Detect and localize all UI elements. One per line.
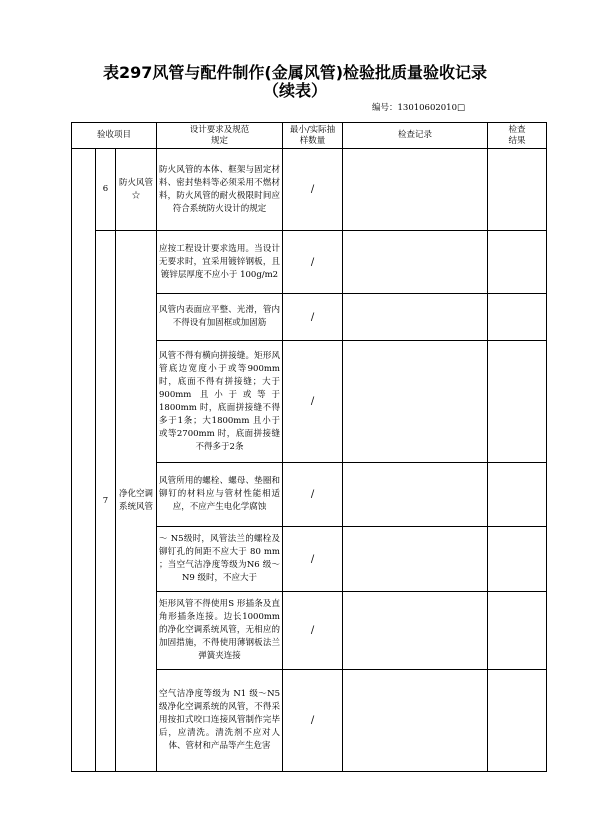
requirement-text: 风管内表面应平整、光滑，管内不得设有加固框或加固筋 bbox=[157, 294, 283, 341]
item-category: 净化空调系统风管 bbox=[116, 231, 157, 772]
check-result-cell[interactable] bbox=[488, 149, 547, 231]
item-number: 6 bbox=[96, 149, 116, 231]
sampling-value: / bbox=[283, 592, 343, 670]
requirement-text: 矩形风管不得使用S 形插条及直角形插条连接。边长1000mm 的净化空调系统风管，无相应的加固措施，不得使用薄钢板法兰弹簧夹连接 bbox=[157, 592, 283, 670]
check-result-cell[interactable] bbox=[488, 527, 547, 592]
doc-number-label: 编号： bbox=[372, 103, 398, 113]
check-result-cell[interactable] bbox=[488, 592, 547, 670]
sampling-value: / bbox=[283, 527, 343, 592]
requirement-text: 防火风管的本体、框架与固定材料、密封垫料等必须采用不燃材料，防火风管的耐火极限时间应符合系统防火设计的规定 bbox=[157, 149, 283, 231]
inspection-table bbox=[71, 122, 547, 772]
sampling-value: / bbox=[283, 149, 343, 231]
requirement-text: 风管所用的螺栓、螺母、垫圈和铆钉的材料应与管材性能相适应，不应产生电化学腐蚀 bbox=[157, 463, 283, 527]
check-record-cell[interactable] bbox=[343, 670, 488, 772]
doc-number-value: 13010602010□ bbox=[397, 103, 466, 113]
sampling-value: / bbox=[283, 341, 343, 463]
table-row bbox=[72, 149, 547, 231]
item-number: 7 bbox=[96, 231, 116, 772]
header-record: 检查记录 bbox=[343, 123, 488, 149]
check-result-cell[interactable] bbox=[488, 463, 547, 527]
header-item: 验收项目 bbox=[72, 123, 157, 149]
check-result-cell[interactable] bbox=[488, 231, 547, 294]
check-result-cell[interactable] bbox=[488, 294, 547, 341]
check-record-cell[interactable] bbox=[343, 341, 488, 463]
sampling-value: / bbox=[283, 670, 343, 772]
requirement-text: 风管不得有横向拼接缝。矩形风管底边宽度小于或等900mm 时，底面不得有拼接缝；大于900mm 且小于或等于1800mm 时，底面拼接缝不得多于1条；大1800mm 且小于或等2700mm 时，底面拼接缝不得多于2条 bbox=[157, 341, 283, 463]
outer-group-cell bbox=[72, 149, 96, 772]
requirement-text: 空气洁净度等级为 N1 级～N5级净化空调系统的风管，不得采用按扣式咬口连接风管制作完毕后，应清洗。清洗剂不应对人体、管材和产品等产生危害 bbox=[157, 670, 283, 772]
check-result-cell[interactable] bbox=[488, 670, 547, 772]
check-record-cell[interactable] bbox=[343, 463, 488, 527]
header-sampling: 最小/实际抽样数量 bbox=[283, 123, 343, 149]
check-record-cell[interactable] bbox=[343, 294, 488, 341]
item-category: 防火风管☆ bbox=[116, 149, 157, 231]
sampling-value: / bbox=[283, 463, 343, 527]
doc-number bbox=[372, 102, 465, 114]
header-row bbox=[72, 123, 547, 149]
check-record-cell[interactable] bbox=[343, 527, 488, 592]
sampling-value: / bbox=[283, 231, 343, 294]
page-subtitle: （续表） bbox=[262, 81, 327, 100]
check-record-cell[interactable] bbox=[343, 149, 488, 231]
requirement-text: ～ N5级时，风管法兰的螺栓及铆钉孔的间距不应大于 80 mm ；当空气洁净度等级为N6 级～N9 级时，不应大于 bbox=[157, 527, 283, 592]
check-result-cell[interactable] bbox=[488, 341, 547, 463]
requirement-text: 应按工程设计要求选用。当设计无要求时，宜采用镀锌钢板，且镀锌层厚度不应小于 100g/m2 bbox=[157, 231, 283, 294]
table-row bbox=[72, 231, 547, 294]
sampling-value: / bbox=[283, 294, 343, 341]
page-title: 表297风管与配件制作(金属风管)检验批质量验收记录 bbox=[102, 63, 488, 82]
header-result: 检查结果 bbox=[488, 123, 547, 149]
check-record-cell[interactable] bbox=[343, 231, 488, 294]
check-record-cell[interactable] bbox=[343, 592, 488, 670]
header-requirement: 设计要求及规范规定 bbox=[157, 123, 283, 149]
